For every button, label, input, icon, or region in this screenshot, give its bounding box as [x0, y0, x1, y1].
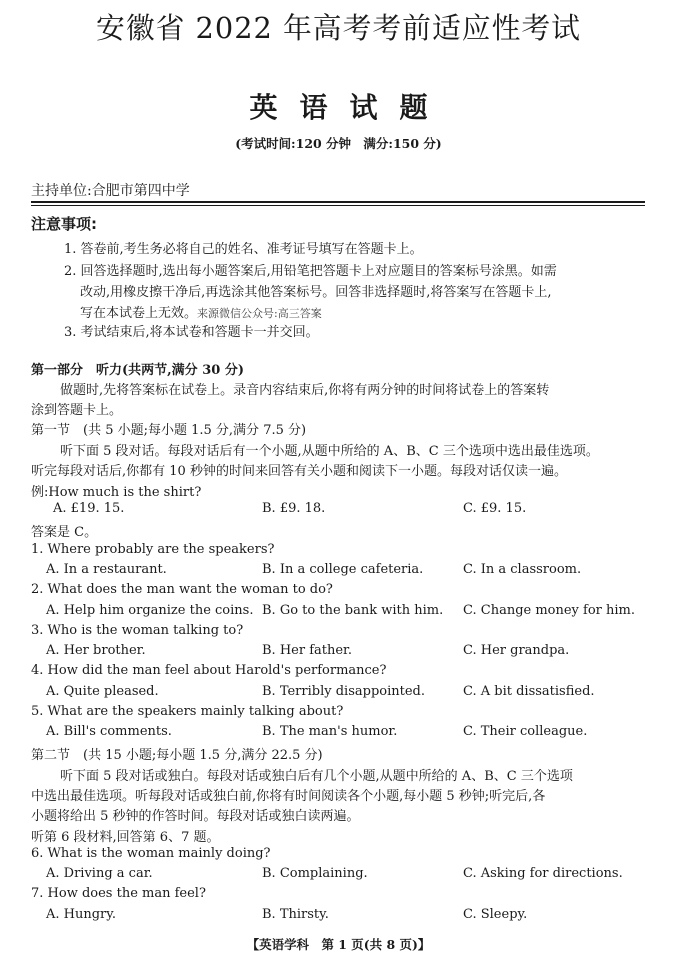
part1-intro-line-1: 做题时,先将答案标在试卷上。录音内容结束后,你将有两分钟的时间将试卷上的答案转 — [60, 383, 550, 398]
question-4-option-c: C. A bit dissatisfied. — [463, 684, 595, 699]
notice-item-1: 1. 答卷前,考生务必将自己的姓名、准考证号填写在答题卡上。 — [64, 242, 423, 257]
example-answer: 答案是 C。 — [31, 525, 98, 540]
example-option-a: A. £19. 15. — [53, 501, 125, 516]
question-7-option-a: A. Hungry. — [46, 907, 117, 922]
notice-heading: 注意事项: — [31, 215, 97, 233]
section1-instruction-line-2: 听完每段对话后,你都有 10 秒钟的时间来回答有关小题和阅读下一小题。每段对话仅读一遍。 — [31, 464, 567, 479]
question-5-option-b: B. The man's humor. — [262, 724, 398, 739]
question-7: 7. How does the man feel? — [31, 886, 206, 901]
question-1-option-a: A. In a restaurant. — [46, 562, 167, 577]
question-7-option-c: C. Sleepy. — [463, 907, 528, 922]
question-4-option-b: B. Terribly disappointed. — [262, 684, 425, 699]
question-6-option-c: C. Asking for directions. — [463, 866, 623, 881]
exam-info: (考试时间:120 分钟 满分:150 分) — [235, 136, 442, 151]
notice-item-2-text: 写在本试卷上无效。 — [80, 306, 198, 321]
example-option-b: B. £9. 18. — [262, 501, 326, 516]
question-2-option-a: A. Help him organize the coins. — [46, 603, 254, 618]
example-question: 例:How much is the shirt? — [31, 485, 202, 500]
notice-item-2-line-2: 改动,用橡皮擦干净后,再选涂其他答案标号。回答非选择题时,将答案写在答题卡上, — [80, 285, 552, 300]
question-5: 5. What are the speakers mainly talking about? — [31, 704, 344, 719]
section2-instruction-line-3: 小题将给出 5 秒钟的作答时间。每段对话或独白读两遍。 — [31, 809, 360, 824]
question-6-option-b: B. Complaining. — [262, 866, 368, 881]
exam-main-title: 安徽省 2022 年高考考前适应性考试 — [96, 11, 581, 45]
question-4: 4. How did the man feel about Harold's performance? — [31, 663, 387, 678]
question-1-option-c: C. In a classroom. — [463, 562, 582, 577]
question-1: 1. Where probably are the speakers? — [31, 542, 275, 557]
part1-heading: 第一部分 听力(共两节,满分 30 分) — [31, 363, 244, 378]
section2-instruction-line-2: 中选出最佳选项。听每段对话或独白前,你将有时间阅读各个小题,每小题 5 秒钟;听完后,各 — [31, 789, 546, 804]
question-3-option-b: B. Her father. — [262, 643, 352, 658]
subject-title: 英语试题 — [249, 91, 450, 124]
watermark-text: 来源微信公众号:高三答案 — [197, 307, 322, 320]
question-3-option-c: C. Her grandpa. — [463, 643, 570, 658]
section2-heading: 第二节 (共 15 小题;每小题 1.5 分,满分 22.5 分) — [31, 748, 323, 763]
question-2: 2. What does the man want the woman to do? — [31, 582, 333, 597]
question-3-option-a: A. Her brother. — [46, 643, 146, 658]
question-1-option-b: B. In a college cafeteria. — [262, 562, 424, 577]
notice-item-3: 3. 考试结束后,将本试卷和答题卡一并交回。 — [64, 325, 319, 340]
question-2-option-b: B. Go to the bank with him. — [262, 603, 444, 618]
material-note: 听第 6 段材料,回答第 6、7 题。 — [31, 830, 220, 845]
question-7-option-b: B. Thirsty. — [262, 907, 329, 922]
header-rule-thin — [31, 205, 645, 206]
part1-intro-line-2: 涂到答题卡上。 — [31, 403, 123, 418]
question-5-option-c: C. Their colleague. — [463, 724, 588, 739]
question-6: 6. What is the woman mainly doing? — [31, 846, 271, 861]
host-unit: 主持单位:合肥市第四中学 — [31, 183, 190, 199]
example-option-c: C. £9. 15. — [463, 501, 527, 516]
section1-instruction-line-1: 听下面 5 段对话。每段对话后有一个小题,从题中所给的 A、B、C 三个选项中选出最佳选项。 — [60, 444, 599, 459]
question-6-option-a: A. Driving a car. — [46, 866, 153, 881]
question-3: 3. Who is the woman talking to? — [31, 623, 244, 638]
notice-item-2-line-3 — [80, 302, 322, 321]
question-4-option-a: A. Quite pleased. — [46, 684, 159, 699]
section1-heading: 第一节 (共 5 小题;每小题 1.5 分,满分 7.5 分) — [31, 423, 307, 438]
notice-item-2-line-1: 2. 回答选择题时,选出每小题答案后,用铅笔把答题卡上对应题目的答案标号涂黑。如需 — [64, 264, 557, 279]
header-rule-thick — [31, 201, 645, 203]
question-5-option-a: A. Bill's comments. — [46, 724, 172, 739]
section2-instruction-line-1: 听下面 5 段对话或独白。每段对话或独白后有几个小题,从题中所给的 A、B、C 三个选项 — [60, 769, 573, 784]
page-footer: 【英语学科 第 1 页(共 8 页)】 — [246, 937, 431, 952]
question-2-option-c: C. Change money for him. — [463, 603, 636, 618]
